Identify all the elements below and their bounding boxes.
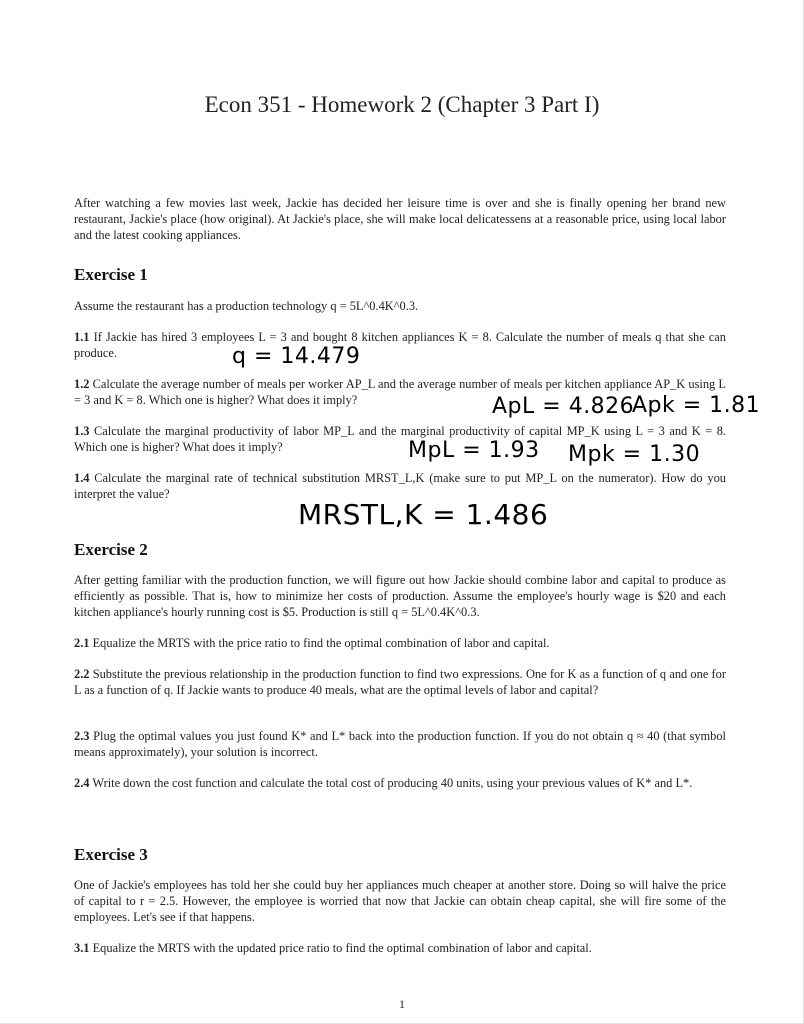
handwritten-answer-mpl: MpL = 1.93 [408, 438, 540, 463]
question-2-4 [74, 775, 726, 791]
question-text: Calculate the average number of meals per worker AP_L and the average number of meals per kitchen appliance AP_K using L = 3 and K = 8. Which one is higher? What does it imply? [74, 377, 726, 407]
question-number: 1.2 [74, 377, 90, 391]
question-text: Calculate the marginal productivity of labor MP_L and the marginal productivity of capital MP_K using L = 3 and K = 8. Which one is higher? What does it imply? [74, 424, 726, 454]
question-text: If Jackie has hired 3 employees L = 3 and bought 8 kitchen appliances K = 8. Calculate the number of meals q that she can produce. [74, 330, 726, 360]
page-number: 1 [399, 997, 405, 1011]
handwritten-answer-mrst: MRSTL,K = 1.486 [298, 498, 549, 531]
question-number: 2.4 [74, 776, 90, 790]
exercise-2-heading: Exercise 2 [74, 540, 148, 559]
question-text: Write down the cost function and calculate the total cost of producing 40 units, using your previous values of K* and L*. [92, 776, 693, 790]
handwritten-answer-1-1: q = 14.479 [232, 344, 361, 369]
question-number: 1.3 [74, 424, 90, 438]
question-number: 2.2 [74, 667, 90, 681]
question-text: Substitute the previous relationship in the production function to find two expressions. One for K as a function of q and one for L as a function of q. If Jackie wants to produce 40 meals, what are the optimal levels of labor and capital? [74, 667, 726, 697]
exercise-2-intro: After getting familiar with the production function, we will figure out how Jackie should combine labor and capital to produce as efficiently as possible. That is, how to minimize her costs of production. Assume the employee's hourly wage is $20 and each kitchen appliance's hourly running cost is $5. Production is still q = 5L^0.4K^0.3. [74, 573, 726, 619]
question-2-2 [74, 666, 726, 698]
exercise-1-setup: Assume the restaurant has a production technology q = 5L^0.4K^0.3. [74, 299, 419, 313]
question-2-1 [74, 635, 726, 651]
question-2-3 [74, 728, 726, 760]
question-text: Plug the optimal values you just found K* and L* back into the production function. If you do not obtain q ≈ 40 (that symbol means approximately), your solution is incorrect. [74, 729, 726, 759]
handwritten-answer-apl: ApL = 4.826 [492, 394, 635, 419]
question-number: 1.4 [74, 471, 90, 485]
handwritten-answer-apk: Apk = 1.81 [632, 393, 761, 418]
question-number: 2.3 [74, 729, 90, 743]
intro-paragraph: After watching a few movies last week, Jackie has decided her leisure time is over and she is finally opening her brand new restaurant, Jackie's place (how original). At Jackie's place, she will make local delicatessens at a reasonable price, using local labor and the latest cooking appliances. [74, 196, 726, 242]
document-title: Econ 351 - Homework 2 (Chapter 3 Part I) [204, 92, 600, 117]
exercise-3-intro: One of Jackie's employees has told her she could buy her appliances much cheaper at another store. Doing so will halve the price of capital to r = 2.5. However, the employee is worried that now that Jackie can obtain cheap capital, she will fire some of the employees. Let's see if that happens. [74, 878, 726, 924]
question-3-1 [74, 940, 726, 956]
handwritten-answer-mpk: Mpk = 1.30 [568, 442, 701, 467]
exercise-3-heading: Exercise 3 [74, 845, 148, 864]
question-number: 1.1 [74, 330, 90, 344]
question-1-1 [74, 329, 726, 361]
question-text: Equalize the MRTS with the updated price ratio to find the optimal combination of labor and capital. [92, 941, 592, 955]
question-number: 3.1 [74, 941, 90, 955]
question-text: Calculate the marginal rate of technical substitution MRST_L,K (make sure to put MP_L on the numerator). How do you interpret the value? [74, 471, 726, 501]
question-text: Equalize the MRTS with the price ratio to find the optimal combination of labor and capital. [92, 636, 550, 650]
exercise-1-heading: Exercise 1 [74, 265, 148, 284]
question-number: 2.1 [74, 636, 90, 650]
